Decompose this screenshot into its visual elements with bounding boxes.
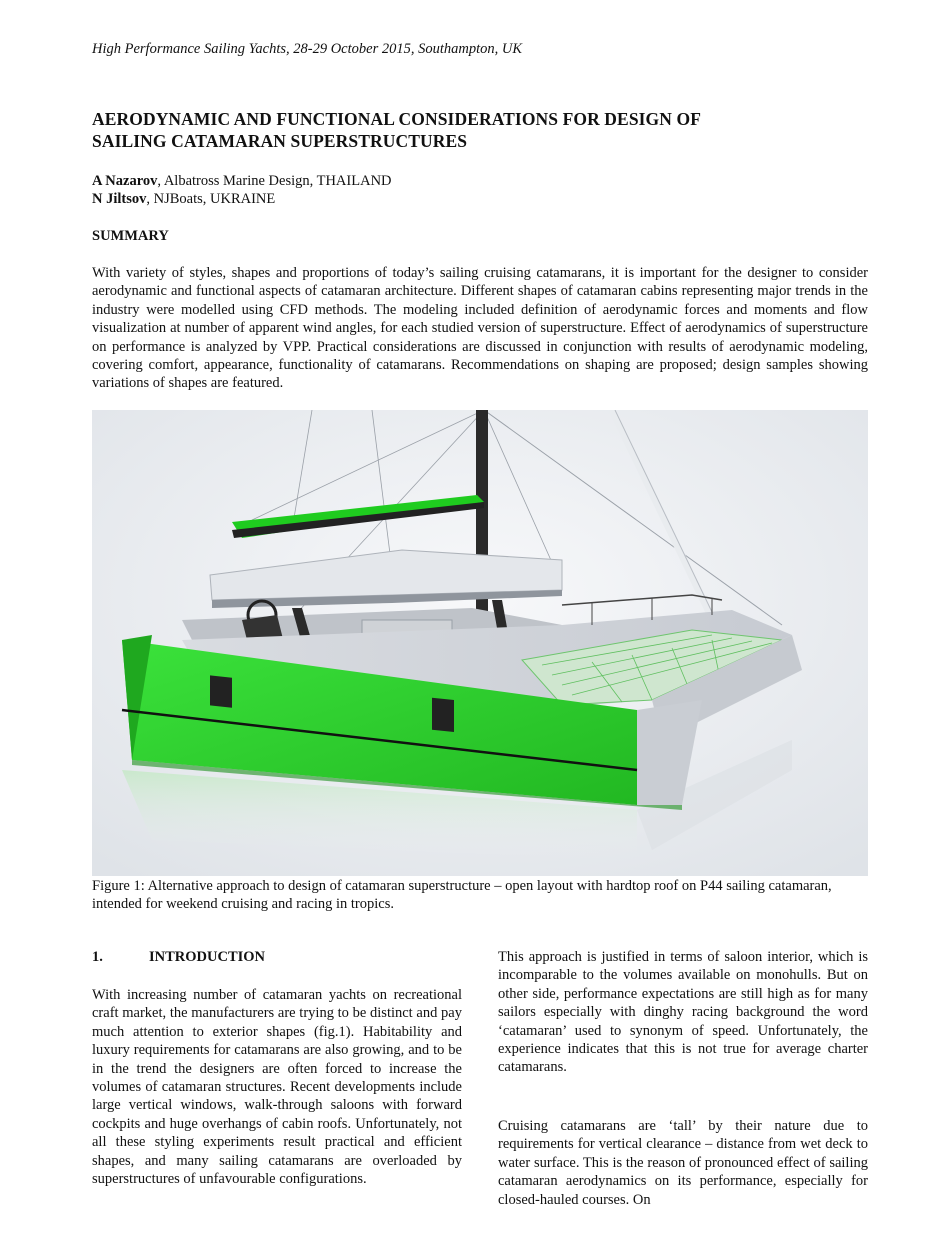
author-affiliation: , NJBoats, UKRAINE [146, 191, 276, 207]
figure-caption: Figure 1: Alternative approach to design of catamaran superstructure – open layout with hardtop roof on P44 sailing catamaran, intended for weekend cruising and racing in tropics. [92, 878, 832, 913]
section-heading [92, 949, 265, 966]
intro-paragraph-2: This approach is justified in terms of saloon interior, which is incomparable to the volumes available on monohulls. But on other side, performance expectations are still high as for many sailors especially with dinghy racing background the word ‘catamaran’ used to synonym of speed. Unfortunately, the experience indicates that this is not true for average charter catamarans. [498, 949, 868, 1076]
author-1 [92, 172, 392, 190]
author-2 [92, 190, 392, 208]
intro-paragraph-1: With increasing number of catamaran yachts on recreational craft market, the manufacturers are trying to be distinct and pay much attention to exterior shapes (fig.1). Habitability and luxury requirements for catamarans are also growing, and to be in the trend the designers are often forced to increase the volumes of catamaran structures. Recent developments include large vertical windows, walk-through saloons with forward cockpits and huge overhangs of cabin roofs. Unfortunately, not all these styling experiments result practical and efficient shapes, and many sailing catamarans are overloaded by superstructures of unfavourable configurations. [92, 987, 462, 1188]
conference-header: High Performance Sailing Yachts, 28-29 October 2015, Southampton, UK [92, 41, 523, 57]
summary-heading: SUMMARY [92, 228, 169, 244]
intro-paragraph-3: Cruising catamarans are ‘tall’ by their nature due to requirements for vertical clearance – distance from wet deck to water surface. This is the reason of pronounced effect of sailing catamaran aerodynamics on its performance, especially for closed-hauled courses. On [498, 1118, 868, 1208]
author-list [92, 172, 392, 208]
title-line-1: AERODYNAMIC AND FUNCTIONAL CONSIDERATIONS FOR DESIGN OF [92, 109, 701, 129]
hull-window-aft [210, 675, 232, 707]
catamaran-render-figure [92, 410, 868, 876]
title-line-2: SAILING CATAMARAN SUPERSTRUCTURES [92, 131, 468, 151]
author-name: N Jiltsov [92, 191, 147, 207]
section-number: 1. [92, 949, 103, 965]
hull-window-fwd [432, 698, 454, 732]
author-name: A Nazarov [92, 173, 158, 189]
author-affiliation: , Albatross Marine Design, THAILAND [157, 173, 392, 189]
section-title: INTRODUCTION [149, 949, 266, 965]
paper-title [92, 108, 852, 152]
summary-text: With variety of styles, shapes and proportions of today’s sailing cruising catamarans, it is important for the designer to consider aerodynamic and functional aspects of catamaran architecture. Different shapes of catamaran cabins representing major trends in the industry were modelled using CFD methods. The modeling included definition of aerodynamic forces and moments and flow visualization at number of apparent wind angles, for each studied version of superstructure. Effect of aerodynamics of superstructure on performance is analyzed by VPP. Practical considerations are discussed in conjunction with results of aerodynamic modeling, covering comfort, appearance, functionality of catamarans. Recommendations on shaping are proposed; design samples showing variations of shapes are featured. [92, 265, 868, 392]
